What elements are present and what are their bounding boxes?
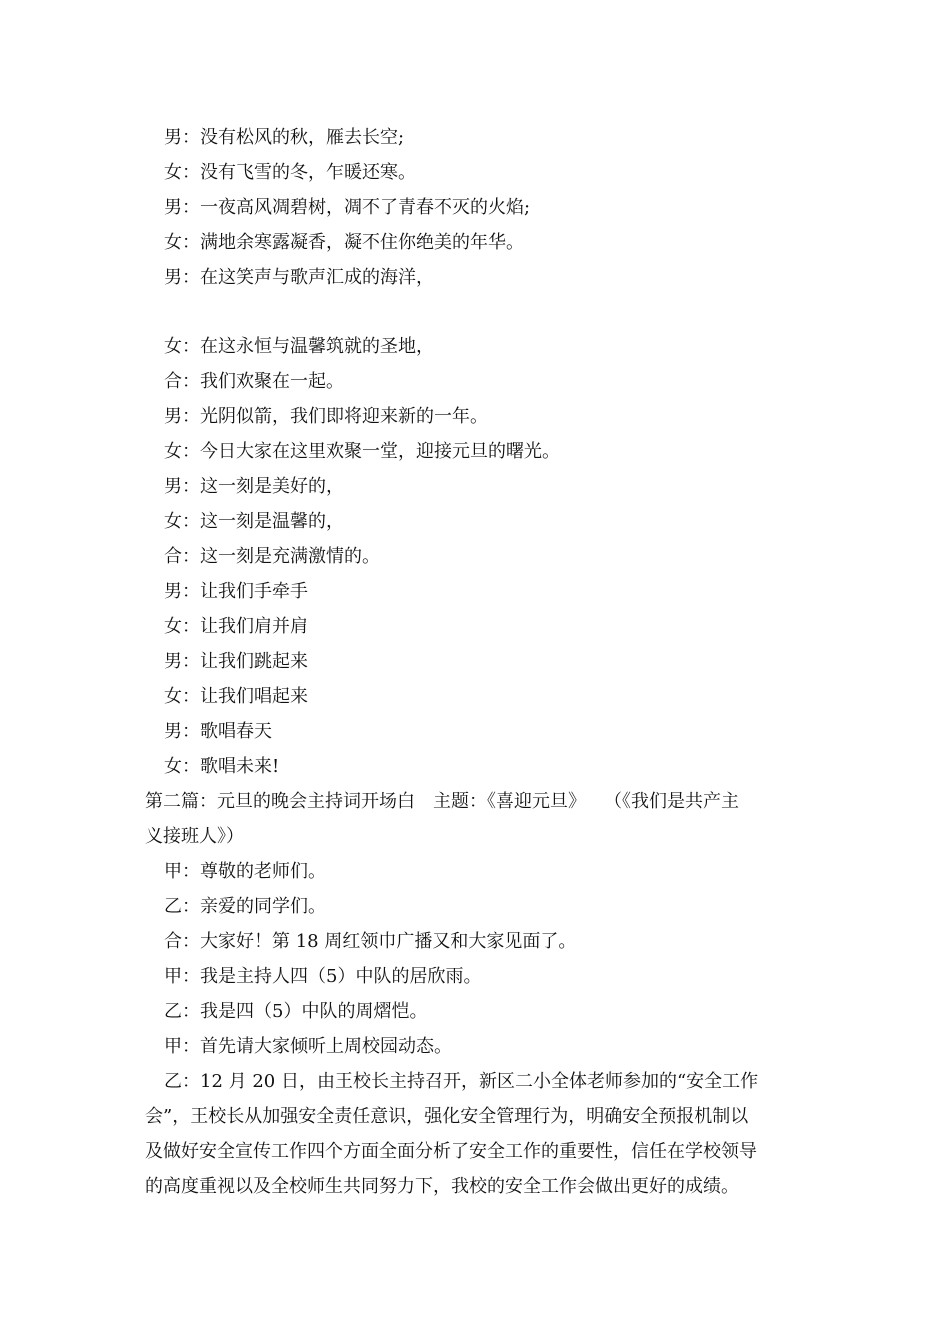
dialogue-line: 女：让我们肩并肩 [164,616,308,637]
dialogue-line: 合：我们欢聚在一起。 [164,371,344,392]
dialogue-line: 女：让我们唱起来 [164,686,308,707]
dialogue-line: 甲：尊敬的老师们。 [164,861,326,882]
dialogue-line: 男：这一刻是美好的， [164,476,344,497]
dialogue-line: 甲：我是主持人四（5）中队的居欣雨。 [164,966,482,987]
paragraph-line: 会”，王校长从加强安全责任意识，强化安全管理行为，明确安全预报机制以 [145,1106,749,1127]
dialogue-line: 男：一夜高风凋碧树，凋不了青春不灭的火焰; [164,197,531,218]
dialogue-line: 女：满地余寒露凝香，凝不住你绝美的年华。 [164,232,524,253]
dialogue-line: 男：在这笑声与歌声汇成的海洋， [164,267,434,288]
section-heading: 第二篇：元旦的晚会主持词开场白 主题：《喜迎元旦》 （《我们是共产主 [145,791,739,812]
dialogue-line: 乙：我是四（5）中队的周熠恺。 [164,1001,428,1022]
paragraph-line: 的高度重视以及全校师生共同努力下，我校的安全工作会做出更好的成绩。 [145,1176,739,1197]
dialogue-line: 乙：亲爱的同学们。 [164,896,326,917]
dialogue-line: 女：今日大家在这里欢聚一堂，迎接元旦的曙光。 [164,441,560,462]
dialogue-line: 合：大家好！第 18 周红领巾广播又和大家见面了。 [164,931,577,952]
dialogue-line: 男：歌唱春天 [164,721,272,742]
dialogue-line: 男：没有松风的秋，雁去长空; [164,127,405,148]
paragraph-line: 乙：12 月 20 日，由王校长主持召开，新区二小全体老师参加的“安全工作 [164,1071,759,1092]
dialogue-line: 女：在这永恒与温馨筑就的圣地， [164,336,434,357]
paragraph-line: 及做好安全宣传工作四个方面全面分析了安全工作的重要性，信任在学校领导 [145,1141,757,1162]
dialogue-line: 女：这一刻是温馨的， [164,511,344,532]
dialogue-line: 男：让我们跳起来 [164,651,308,672]
paragraph-gap [145,295,805,329]
dialogue-line: 合：这一刻是充满激情的。 [164,546,380,567]
dialogue-line: 男：让我们手牵手 [164,581,308,602]
dialogue-line: 女：歌唱未来! [164,756,280,777]
dialogue-line: 男：光阴似箭，我们即将迎来新的一年。 [164,406,488,427]
dialogue-line: 女：没有飞雪的冬，乍暖还寒。 [164,162,416,183]
document-body [145,120,805,1204]
dialogue-line: 甲：首先请大家倾听上周校园动态。 [164,1036,452,1057]
section-heading-continued: 义接班人》） [145,826,244,847]
